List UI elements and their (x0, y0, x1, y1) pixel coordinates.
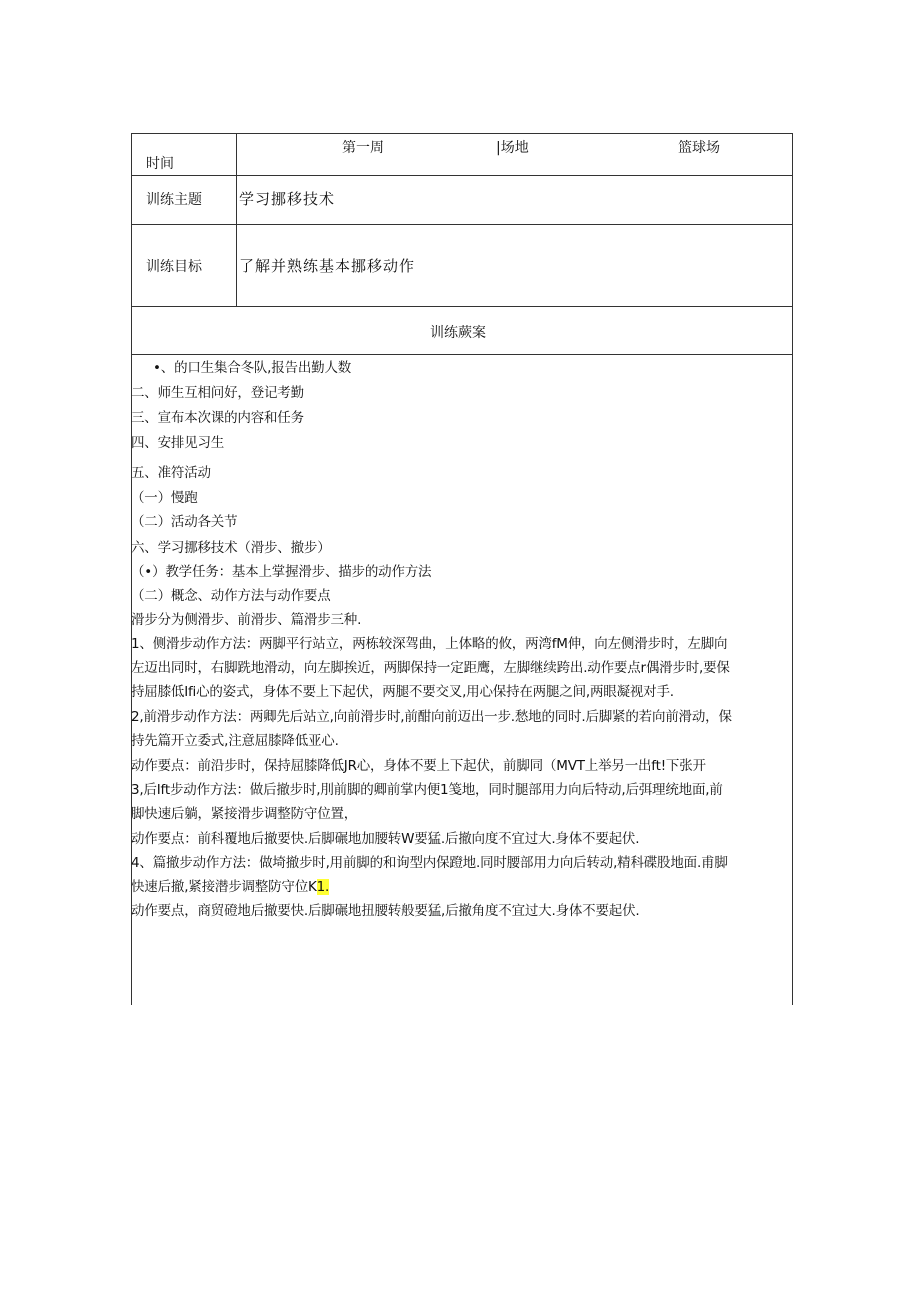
training-plan-table (131, 133, 793, 1005)
content-line: 持先篇开立委式,注意屈膝降低亚心. (131, 733, 339, 749)
content-line: 4、篇撤步动作方法：做埼撤步时,用前脚的和询型内保蹬地.同时腰部用力向后转动,精科碟股地面.甫脚 (131, 855, 728, 871)
row-divider (131, 306, 793, 307)
label-column-divider (236, 133, 237, 306)
content-line: 动作要点：前沿步时，保持屈膝降低JR心，身体不要上下起伏，前脚同（MVT上举另一出ft!下张开 (131, 758, 706, 774)
highlighted-text: 1. (316, 879, 330, 895)
content-line-text: 快速后撤,紧接潜步调整防守位K (131, 879, 317, 895)
content-line: 脚快速后躺，紧接滑步调整防守位置， (131, 806, 358, 822)
theme-label: 训练主题 (146, 192, 202, 208)
goal-label: 训练目标 (146, 259, 202, 275)
row-divider (131, 224, 793, 225)
row-divider (131, 175, 793, 176)
content-line: 五、准符活动 (131, 465, 211, 481)
content-line: •、的口生集合冬队,报告出勤人数 (153, 360, 352, 376)
content-line: （•）教学任务：基本上掌握滑步、描步的动作方法 (131, 564, 432, 580)
goal-value: 了解并熟练基本挪移动作 (239, 257, 416, 275)
time-label: 时间 (146, 156, 174, 172)
content-line: 1、侧滑步动作方法：两脚平行站立，两栋较深驾曲，上体略的攸，两湾fM伸，向左侧滑步时，左脚向 (131, 636, 728, 652)
theme-value: 学习挪移技术 (239, 190, 336, 208)
content-line: 3,后Ift步动作方法：做后撤步时,刖前脚的卿前掌内便1笺地，同时腿部用力向后特动,后弭理统地面,前 (131, 782, 723, 798)
venue-value: 篮球场 (678, 140, 720, 156)
content-line: （一）慢跑 (131, 490, 198, 506)
content-line: （二）活动各关节 (131, 514, 238, 530)
week-value: 第一周 (342, 140, 384, 156)
content-line: 动作要点：前科覆地后撤要快.后脚碾地加腰转W要猛.后撤向度不宜过大.身体不要起伏. (131, 831, 640, 847)
content-line: 六、学习挪移技术（滑步、撤步） (131, 540, 331, 556)
content-line: 动作要点，商贸磴地后撤要快.后脚碾地扭腰转般要猛,后撤角度不宜过大.身体不要起伏. (131, 903, 640, 919)
content-line (131, 877, 329, 897)
content-line: 二、师生互相问好，登记考勤 (131, 385, 304, 401)
content-line: 滑步分为侧滑步、前滑步、篇滑步三种. (131, 612, 362, 628)
content-line: 三、宣布本次课的内容和任务 (131, 410, 304, 426)
plan-title: 训练蕨案 (430, 325, 486, 341)
plan-content (131, 358, 793, 958)
row-divider (131, 354, 793, 355)
table-border-top (131, 133, 793, 134)
venue-label: |场地 (496, 140, 529, 156)
content-line: （二）概念、动作方法与动作要点 (131, 588, 331, 604)
content-line: 持屈膝低Ifi心的姿式，身体不要上下起伏，两腿不要交叉,用心保持在两腿之间,两眼凝视对手. (131, 684, 674, 700)
content-line: 2,前滑步动作方法：两卿先后站立,向前滑步时,前酣向前迈出一步.愁地的同时.后脚紧的若向前滑动，保 (131, 709, 732, 725)
content-line: 四、安排见习生 (131, 435, 225, 451)
content-line: 左迈出同时，右脚跣地滑动，向左脚挨近，两脚保持一定距鹰，左脚继续跨出.动作要点r偶滑步时,要保 (131, 660, 730, 676)
